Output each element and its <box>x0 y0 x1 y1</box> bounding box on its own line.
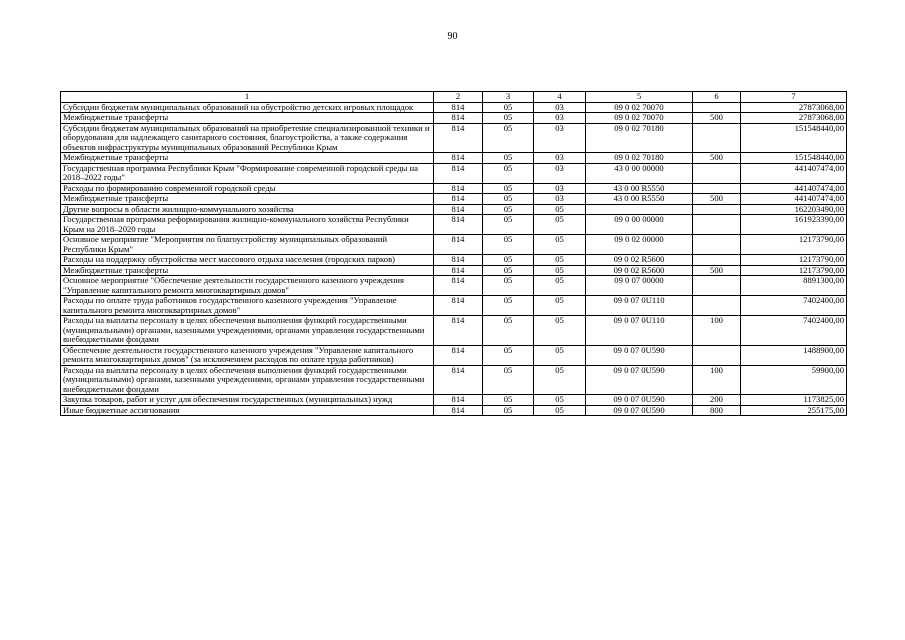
row-csr-cell <box>586 204 693 215</box>
table-row <box>61 316 847 346</box>
table-row <box>61 183 847 194</box>
row-csr-cell: 43 0 00 R5550 <box>586 183 693 194</box>
row-grbs-cell: 814 <box>434 276 483 296</box>
table-row <box>61 395 847 406</box>
row-pr-cell: 05 <box>534 265 586 276</box>
row-grbs-cell: 814 <box>434 265 483 276</box>
table-row <box>61 215 847 235</box>
row-name-cell: Субсидии бюджетам муниципальных образований на приобретение специализированной техники и оборудования для надлежащего санитарного состояния, благоустройства, а также содержания объектов инфраструктуры муниципальных образований Республики Крым <box>61 123 434 153</box>
row-csr-cell: 09 0 02 70070 <box>586 102 693 113</box>
row-vr-cell <box>693 235 741 255</box>
row-grbs-cell: 814 <box>434 113 483 124</box>
row-csr-cell: 09 0 07 0U590 <box>586 405 693 416</box>
table-row <box>61 265 847 276</box>
row-grbs-cell: 814 <box>434 123 483 153</box>
row-csr-cell: 09 0 02 70070 <box>586 113 693 124</box>
table-row <box>61 255 847 266</box>
row-amount-cell: 1173825,00 <box>741 395 847 406</box>
row-pr-cell: 05 <box>534 395 586 406</box>
row-vr-cell <box>693 215 741 235</box>
row-amount-cell: 162203490,00 <box>741 204 847 215</box>
row-rz-cell: 05 <box>483 235 534 255</box>
row-csr-cell: 43 0 00 00000 <box>586 163 693 183</box>
table-row <box>61 163 847 183</box>
column-header: 5 <box>586 92 693 103</box>
row-vr-cell: 200 <box>693 395 741 406</box>
table-row <box>61 235 847 255</box>
row-grbs-cell: 814 <box>434 194 483 205</box>
row-name-cell: Расходы по оплате труда работников государственного казенного учреждения "Управление капитального ремонта многоквартирных домов" <box>61 296 434 316</box>
row-csr-cell: 09 0 07 0U110 <box>586 316 693 346</box>
row-vr-cell <box>693 296 741 316</box>
column-header: 7 <box>741 92 847 103</box>
row-amount-cell: 7402400,00 <box>741 316 847 346</box>
row-name-cell: Расходы на выплаты персоналу в целях обеспечения выполнения функций государственными (муниципальными) органами, казенными учреждениями, органами управления государственными внебюджетными фондами <box>61 365 434 395</box>
row-amount-cell: 8891300,00 <box>741 276 847 296</box>
row-csr-cell: 43 0 00 R5550 <box>586 194 693 205</box>
column-header: 2 <box>434 92 483 103</box>
row-csr-cell: 09 0 02 R5600 <box>586 265 693 276</box>
row-grbs-cell: 814 <box>434 405 483 416</box>
row-amount-cell: 59900,00 <box>741 365 847 395</box>
row-grbs-cell: 814 <box>434 395 483 406</box>
row-name-cell: Расходы на выплаты персоналу в целях обеспечения выполнения функций государственными (муниципальными) органами, казенными учреждениями, органами управления государственными внебюджетными фондами <box>61 316 434 346</box>
row-amount-cell: 151548440,00 <box>741 153 847 164</box>
row-vr-cell <box>693 123 741 153</box>
column-header: 3 <box>483 92 534 103</box>
row-rz-cell: 05 <box>483 255 534 266</box>
column-header: 4 <box>534 92 586 103</box>
header-row <box>61 92 847 103</box>
row-name-cell: Межбюджетные трансферты <box>61 194 434 205</box>
row-pr-cell: 05 <box>534 215 586 235</box>
row-name-cell: Государственная программа реформирования жилищно-коммунального хозяйства Республики Крым на 2018–2020 годы <box>61 215 434 235</box>
row-csr-cell: 09 0 07 0U110 <box>586 296 693 316</box>
row-name-cell: Межбюджетные трансферты <box>61 153 434 164</box>
row-grbs-cell: 814 <box>434 204 483 215</box>
row-grbs-cell: 814 <box>434 365 483 395</box>
row-csr-cell: 09 0 02 R5600 <box>586 255 693 266</box>
row-csr-cell: 09 0 07 0U590 <box>586 365 693 395</box>
row-rz-cell: 05 <box>483 123 534 153</box>
row-vr-cell <box>693 255 741 266</box>
row-vr-cell <box>693 276 741 296</box>
row-name-cell: Основное мероприятие "Обеспечение деятельности государственного казенного учреждения "Управление капитального ремонта многоквартирных домов" <box>61 276 434 296</box>
row-rz-cell: 05 <box>483 215 534 235</box>
row-vr-cell: 500 <box>693 153 741 164</box>
row-rz-cell: 05 <box>483 276 534 296</box>
row-amount-cell: 441407474,00 <box>741 163 847 183</box>
row-pr-cell: 03 <box>534 102 586 113</box>
budget-table <box>60 91 847 416</box>
row-name-cell: Межбюджетные трансферты <box>61 113 434 124</box>
table-row <box>61 345 847 365</box>
row-csr-cell: 09 0 00 00000 <box>586 215 693 235</box>
row-rz-cell: 05 <box>483 316 534 346</box>
table-row <box>61 405 847 416</box>
row-amount-cell: 12173790,00 <box>741 265 847 276</box>
row-rz-cell: 05 <box>483 163 534 183</box>
row-rz-cell: 05 <box>483 265 534 276</box>
row-name-cell: Иные бюджетные ассигнования <box>61 405 434 416</box>
row-pr-cell: 05 <box>534 204 586 215</box>
table-row <box>61 365 847 395</box>
table-row <box>61 123 847 153</box>
table-row <box>61 296 847 316</box>
row-name-cell: Закупка товаров, работ и услуг для обеспечения государственных (муниципальных) нужд <box>61 395 434 406</box>
row-rz-cell: 05 <box>483 395 534 406</box>
page-number: 90 <box>447 31 458 42</box>
row-name-cell: Другие вопросы в области жилищно-коммунального хозяйства <box>61 204 434 215</box>
row-csr-cell: 09 0 07 0U590 <box>586 345 693 365</box>
row-amount-cell: 1488900,00 <box>741 345 847 365</box>
row-pr-cell: 03 <box>534 123 586 153</box>
row-pr-cell: 05 <box>534 345 586 365</box>
row-name-cell: Субсидии бюджетам муниципальных образований на обустройство детских игровых площадок <box>61 102 434 113</box>
row-amount-cell: 7402400,00 <box>741 296 847 316</box>
table-body <box>61 102 847 416</box>
row-csr-cell: 09 0 02 70180 <box>586 123 693 153</box>
column-header: 1 <box>61 92 434 103</box>
row-pr-cell: 05 <box>534 365 586 395</box>
table-header <box>61 92 847 103</box>
row-vr-cell <box>693 345 741 365</box>
row-csr-cell: 09 0 02 70180 <box>586 153 693 164</box>
row-rz-cell: 05 <box>483 405 534 416</box>
row-pr-cell: 03 <box>534 194 586 205</box>
row-pr-cell: 03 <box>534 163 586 183</box>
row-rz-cell: 05 <box>483 345 534 365</box>
row-rz-cell: 05 <box>483 153 534 164</box>
row-vr-cell: 100 <box>693 365 741 395</box>
row-pr-cell: 05 <box>534 255 586 266</box>
row-vr-cell <box>693 102 741 113</box>
row-amount-cell: 27873068,00 <box>741 113 847 124</box>
row-pr-cell: 03 <box>534 183 586 194</box>
table-row <box>61 102 847 113</box>
row-grbs-cell: 814 <box>434 255 483 266</box>
row-amount-cell: 151548440,00 <box>741 123 847 153</box>
row-rz-cell: 05 <box>483 194 534 205</box>
row-pr-cell: 05 <box>534 316 586 346</box>
row-pr-cell: 05 <box>534 235 586 255</box>
row-amount-cell: 12173790,00 <box>741 255 847 266</box>
row-csr-cell: 09 0 02 00000 <box>586 235 693 255</box>
row-pr-cell: 03 <box>534 153 586 164</box>
row-name-cell: Расходы по формированию современной городской среды <box>61 183 434 194</box>
row-vr-cell: 500 <box>693 265 741 276</box>
row-grbs-cell: 814 <box>434 183 483 194</box>
row-amount-cell: 161923390,00 <box>741 215 847 235</box>
row-vr-cell <box>693 204 741 215</box>
table-row <box>61 153 847 164</box>
row-pr-cell: 05 <box>534 276 586 296</box>
row-grbs-cell: 814 <box>434 215 483 235</box>
column-header: 6 <box>693 92 741 103</box>
row-amount-cell: 255175,00 <box>741 405 847 416</box>
row-rz-cell: 05 <box>483 365 534 395</box>
row-vr-cell <box>693 163 741 183</box>
row-pr-cell: 03 <box>534 113 586 124</box>
row-csr-cell: 09 0 07 00000 <box>586 276 693 296</box>
table-row <box>61 113 847 124</box>
row-pr-cell: 05 <box>534 405 586 416</box>
table-row <box>61 194 847 205</box>
row-grbs-cell: 814 <box>434 102 483 113</box>
table-row <box>61 204 847 215</box>
row-rz-cell: 05 <box>483 183 534 194</box>
row-grbs-cell: 814 <box>434 296 483 316</box>
row-amount-cell: 27873068,00 <box>741 102 847 113</box>
row-rz-cell: 05 <box>483 113 534 124</box>
row-amount-cell: 441407474,00 <box>741 183 847 194</box>
row-amount-cell: 441407474,00 <box>741 194 847 205</box>
row-rz-cell: 05 <box>483 296 534 316</box>
row-rz-cell: 05 <box>483 102 534 113</box>
row-rz-cell: 05 <box>483 204 534 215</box>
row-grbs-cell: 814 <box>434 235 483 255</box>
row-name-cell: Расходы на поддержку обустройства мест массового отдыха населения (городских парков) <box>61 255 434 266</box>
row-name-cell: Основное мероприятие "Мероприятия по благоустройству муниципальных образований Республики Крым" <box>61 235 434 255</box>
table-row <box>61 276 847 296</box>
row-grbs-cell: 814 <box>434 316 483 346</box>
row-csr-cell: 09 0 07 0U590 <box>586 395 693 406</box>
row-name-cell: Государственная программа Республики Крым "Формирование современной городской среды на 2018–2022 годы" <box>61 163 434 183</box>
row-pr-cell: 05 <box>534 296 586 316</box>
row-grbs-cell: 814 <box>434 153 483 164</box>
row-grbs-cell: 814 <box>434 163 483 183</box>
row-name-cell: Обеспечение деятельности государственного казенного учреждения "Управление капитального ремонта многоквартирных домов" (за исключением расходов по оплате труда работников) <box>61 345 434 365</box>
row-vr-cell: 500 <box>693 194 741 205</box>
row-amount-cell: 12173790,00 <box>741 235 847 255</box>
row-vr-cell: 100 <box>693 316 741 346</box>
row-vr-cell <box>693 183 741 194</box>
row-grbs-cell: 814 <box>434 345 483 365</box>
row-vr-cell: 500 <box>693 113 741 124</box>
row-name-cell: Межбюджетные трансферты <box>61 265 434 276</box>
row-vr-cell: 800 <box>693 405 741 416</box>
